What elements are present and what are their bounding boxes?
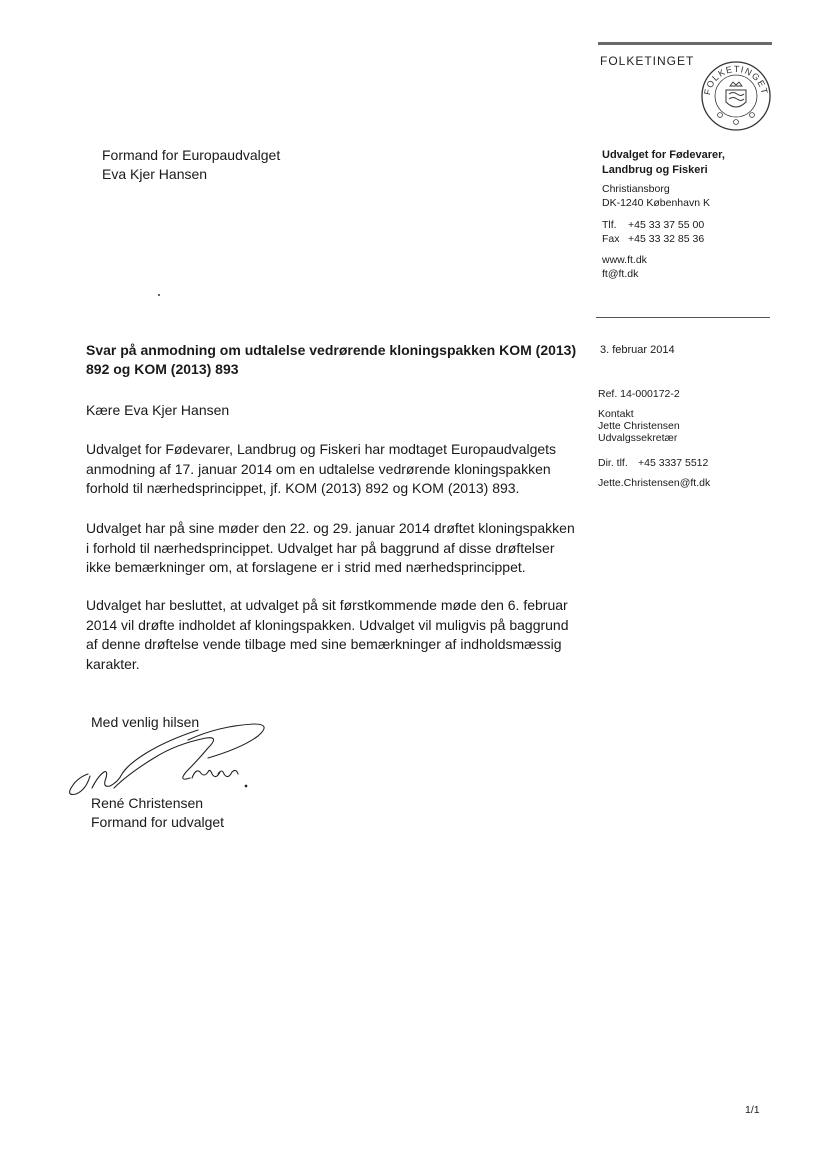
page-number: 1/1	[745, 1104, 760, 1116]
direct-phone-value: +45 3337 5512	[638, 457, 709, 469]
recipient-line2: Eva Kjer Hansen	[102, 166, 208, 182]
letterhead-rule	[598, 42, 772, 45]
stray-mark	[158, 294, 160, 296]
letter-paragraph-3: Udvalget har besluttet, at udvalget på sit førstkommende møde den 6. februar 2014 vil drøfte indholdet af kloningspakken. Udvalget vil muligvis på baggrund af denne drøftelse vende tilbage med sine bemærkninger af indholdsmæssig karakter.	[86, 597, 569, 672]
contact-name: Jette Christensen	[598, 420, 680, 432]
committee-line1: Udvalget for Fødevarer,	[602, 149, 725, 161]
handwritten-signature	[58, 716, 288, 806]
signer-block	[91, 794, 224, 832]
letter-subject: Svar på anmodning om udtalelse vedrørende kloningspakken KOM (2013) 892 og KOM (2013) 893	[86, 342, 577, 377]
committee-line2: Landbrug og Fiskeri	[602, 164, 708, 176]
signer-name: René Christensen	[91, 795, 204, 811]
contact-title: Udvalgssekretær	[598, 432, 678, 444]
fax-label: Fax	[602, 233, 620, 245]
contact-label: Kontakt	[598, 408, 634, 420]
recipient-block	[102, 146, 280, 184]
recipient-line1: Formand for Europaudvalget	[102, 147, 281, 163]
sender-email-link[interactable]: ft@ft.dk	[602, 268, 639, 280]
website-link[interactable]: www.ft.dk	[602, 254, 647, 266]
org-name: FOLKETINGET	[600, 54, 695, 68]
sender-web-block	[602, 253, 647, 281]
svg-text:FOLKETINGET	[702, 64, 770, 96]
fax-value: +45 33 32 85 36	[628, 233, 705, 245]
contact-email-link[interactable]: Jette.Christensen@ft.dk	[598, 477, 711, 489]
address-line2: DK-1240 København K	[602, 197, 710, 209]
phone-label: Tlf.	[602, 219, 617, 231]
divider-rule	[596, 317, 770, 318]
phone-row	[602, 218, 704, 232]
committee-name	[602, 148, 725, 178]
parliament-seal-icon	[700, 60, 772, 132]
phone-value: +45 33 37 55 00	[628, 219, 705, 231]
seal-text: FOLKETINGET	[702, 63, 770, 96]
signer-title: Formand for udvalget	[91, 814, 225, 830]
fax-row	[602, 232, 704, 246]
contact-block	[598, 408, 680, 444]
direct-phone	[598, 457, 708, 469]
letter-paragraph-1: Udvalget for Fødevarer, Landbrug og Fiskeri har modtaget Europaudvalgets anmodning af 17. januar 2014 om en udtalelse vedrørende kloningspakken forhold til nærhedsprincippet, jf. KOM (2013) 892 og KOM (2013) 893.	[86, 441, 557, 496]
reference-number: Ref. 14-000172-2	[598, 388, 680, 400]
direct-phone-label: Dir. tlf.	[598, 457, 628, 469]
sender-phone-block	[602, 218, 704, 246]
letter-paragraph-2: Udvalget har på sine møder den 22. og 29. januar 2014 drøftet kloningspakken i forhold til nærhedsprincippet. Udvalget har på baggrund af disse drøftelser ikke bemærkninger om, at forslagene er i strid med nærhedsprincippet.	[86, 520, 575, 575]
letter-date: 3. februar 2014	[600, 344, 675, 356]
letter-closing: Med venlig hilsen	[91, 714, 200, 730]
sender-address	[602, 182, 710, 210]
letter-greeting: Kære Eva Kjer Hansen	[86, 402, 230, 418]
address-line1: Christiansborg	[602, 183, 670, 195]
